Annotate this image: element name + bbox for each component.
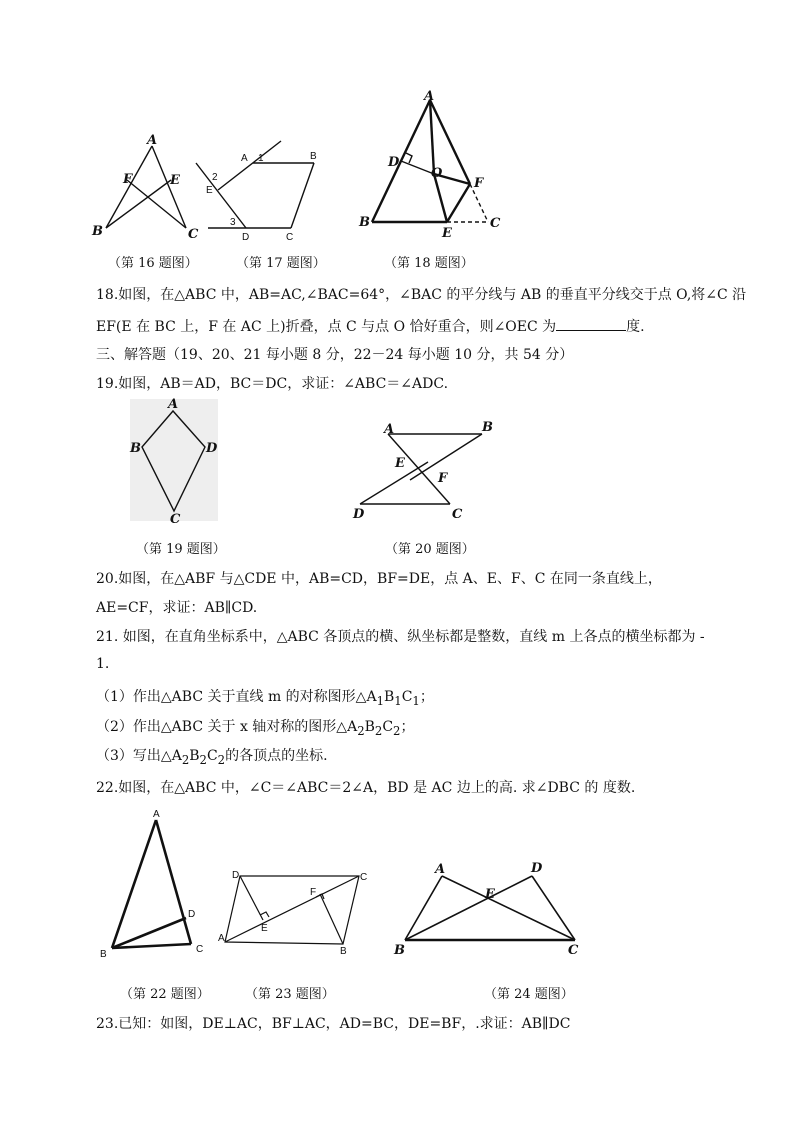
fig24-label-c: C xyxy=(568,943,579,958)
question-22: 22.如图，在△ABC 中，∠C＝∠ABC＝2∠A，BD 是 AC 边上的高. 求∠DBC 的 度数. xyxy=(96,780,636,796)
fig20-label-b: B xyxy=(482,420,493,435)
fig18-label-o: O xyxy=(431,166,443,181)
question-19: 19.如图，AB＝AD，BC＝DC，求证：∠ABC＝∠ADC. xyxy=(96,376,449,392)
figure-16-diagram xyxy=(90,132,200,242)
tri2r-b-sub: 2 xyxy=(199,752,207,767)
question-18-line-2-text: EF(E 在 BC 上，F 在 AC 上)折叠，点 C 与点 O 恰好重合，则∠OEC 为 xyxy=(96,319,557,335)
fig17-angle-2: 2 xyxy=(212,172,218,183)
fig23-label-a: A xyxy=(218,933,225,944)
fig19-label-c: C xyxy=(170,512,181,527)
figure-16 xyxy=(90,132,200,242)
answer-blank[interactable] xyxy=(556,318,626,331)
figure-18-caption: （第 18 题图） xyxy=(384,256,474,271)
tri1-c-sub: 1 xyxy=(412,693,420,708)
fig19-label-d: D xyxy=(206,441,218,456)
fig22-label-b: B xyxy=(100,949,107,960)
fig24-label-b: B xyxy=(394,943,405,958)
figure-17 xyxy=(196,138,331,243)
figure-23-diagram xyxy=(218,866,373,956)
figure-20-diagram xyxy=(350,420,500,525)
question-18-line-2 xyxy=(96,316,645,336)
question-21-part-2-text: （2）作出△ABC 关于 x 轴对称的图形△ xyxy=(96,719,348,735)
figure-24-caption: （第 24 题图） xyxy=(484,987,574,1002)
fig18-label-a: A xyxy=(424,89,435,104)
fig18-label-b: B xyxy=(359,215,370,230)
fig24-label-e: E xyxy=(485,887,495,902)
fig23-label-d: D xyxy=(232,870,240,881)
figure-18-diagram xyxy=(350,90,510,240)
triangle-a1b1c1 xyxy=(366,689,420,708)
question-21-part-1 xyxy=(96,686,434,708)
section-3-heading: 三、解答题（19、20、21 每小题 8 分，22－24 每小题 10 分，共 54 分） xyxy=(96,347,574,363)
figure-22-diagram xyxy=(98,806,213,961)
fig18-label-f: F xyxy=(474,176,484,191)
question-21-part-1-end: ； xyxy=(419,689,434,705)
figure-18 xyxy=(350,90,510,240)
tri1-b: B xyxy=(383,689,395,705)
figure-24 xyxy=(390,856,590,961)
tri2r-a: A xyxy=(171,748,182,764)
figure-22 xyxy=(98,806,213,961)
fig17-angle-3: 3 xyxy=(230,217,236,228)
question-20-line-2: AE=CF，求证：AB∥CD. xyxy=(96,600,258,616)
fig20-label-f: F xyxy=(438,471,448,486)
fig23-label-c: C xyxy=(360,872,368,883)
fig23-label-e: E xyxy=(261,923,268,934)
fig23-label-b: B xyxy=(340,946,347,957)
fig16-label-f: F xyxy=(123,172,133,187)
question-23: 23.已知：如图，DE⊥AC，BF⊥AC，AD=BC，DE=BF，.求证：AB∥DC xyxy=(96,1016,571,1032)
fig20-label-d: D xyxy=(353,507,365,522)
fig16-label-b: B xyxy=(92,224,103,239)
tri2r-b: B xyxy=(189,748,200,764)
figure-20-caption: （第 20 题图） xyxy=(385,542,475,557)
tri2-a: A xyxy=(347,719,358,735)
figure-22-caption: （第 22 题图） xyxy=(120,987,210,1002)
figure-17-diagram xyxy=(196,138,331,243)
tri2-a-sub: 2 xyxy=(357,723,365,738)
figure-19-caption: （第 19 题图） xyxy=(136,542,226,557)
tri2r-c: C xyxy=(206,748,218,764)
fig24-label-a: A xyxy=(435,862,446,877)
question-21-part-2-end: ； xyxy=(400,719,415,735)
fig20-label-c: C xyxy=(452,507,463,522)
tri2-c: C xyxy=(382,719,394,735)
fig17-angle-1: 1 xyxy=(258,153,264,164)
figure-24-diagram xyxy=(390,856,590,961)
fig18-label-e: E xyxy=(442,226,452,241)
question-21-part-3-text: （3）写出△ xyxy=(96,748,172,764)
figure-20 xyxy=(350,420,500,525)
fig18-label-c: C xyxy=(490,216,501,231)
fig16-label-a: A xyxy=(147,133,158,148)
question-21-part-2 xyxy=(96,716,414,738)
tri2-b-sub: 2 xyxy=(374,723,383,738)
question-21-line-2: 1. xyxy=(96,656,110,672)
tri2r-a-sub: 2 xyxy=(181,752,190,767)
fig20-label-a: A xyxy=(384,422,395,437)
figure-19-diagram xyxy=(130,397,218,527)
fig24-label-d: D xyxy=(531,861,543,876)
tri2-c-sub: 2 xyxy=(393,723,401,738)
tri1-a: A xyxy=(366,689,377,705)
fig22-label-d: D xyxy=(188,909,196,920)
figure-17-caption: （第 17 题图） xyxy=(236,256,326,271)
question-21-part-3-end: 的各顶点的坐标. xyxy=(225,748,328,764)
figure-23 xyxy=(218,866,373,956)
fig16-label-c: C xyxy=(188,227,199,242)
figure-23-caption: （第 23 题图） xyxy=(245,987,335,1002)
tri1-a-sub: 1 xyxy=(376,693,384,708)
question-21-part-1-text: （1）作出△ABC 关于直线 m 的对称图形△ xyxy=(96,689,367,705)
tri2-b: B xyxy=(364,719,375,735)
question-20-line-1: 20.如图，在△ABF 与△CDE 中，AB=CD，BF=DE，点 A、E、F、C 在同一条直线上， xyxy=(96,571,662,587)
question-18-unit: 度. xyxy=(626,319,645,335)
fig22-label-c: C xyxy=(196,944,204,955)
fig18-label-d: D xyxy=(388,155,400,170)
triangle-a2b2c2 xyxy=(347,719,401,738)
fig17-label-e: E xyxy=(206,185,213,196)
fig17-label-a: A xyxy=(241,153,248,164)
tri1-c: C xyxy=(401,689,413,705)
tri1-b-sub: 1 xyxy=(394,693,402,708)
fig16-label-e: E xyxy=(170,173,180,188)
fig19-label-a: A xyxy=(168,397,179,412)
question-18-line-1: 18.如图，在△ABC 中，AB=AC,∠BAC=64°，∠BAC 的平分线与 AB 的垂直平分线交于点 O,将∠C 沿 xyxy=(96,287,747,303)
figure-19 xyxy=(130,397,218,527)
fig17-label-d: D xyxy=(242,232,250,243)
triangle-a2b2c2-ref xyxy=(171,748,226,767)
fig19-label-b: B xyxy=(130,441,141,456)
fig20-label-e: E xyxy=(395,456,405,471)
fig17-label-b: B xyxy=(310,151,317,162)
question-21-line-1: 21. 如图，在直角坐标系中，△ABC 各顶点的横、纵坐标都是整数，直线 m 上各点的横坐标都为 - xyxy=(96,629,705,645)
fig22-label-a: A xyxy=(153,809,160,820)
fig17-label-c: C xyxy=(286,232,294,243)
question-21-part-3 xyxy=(96,745,328,767)
tri2r-c-sub: 2 xyxy=(217,752,226,767)
figure-16-caption: （第 16 题图） xyxy=(108,256,198,271)
fig23-label-f: F xyxy=(310,887,317,898)
